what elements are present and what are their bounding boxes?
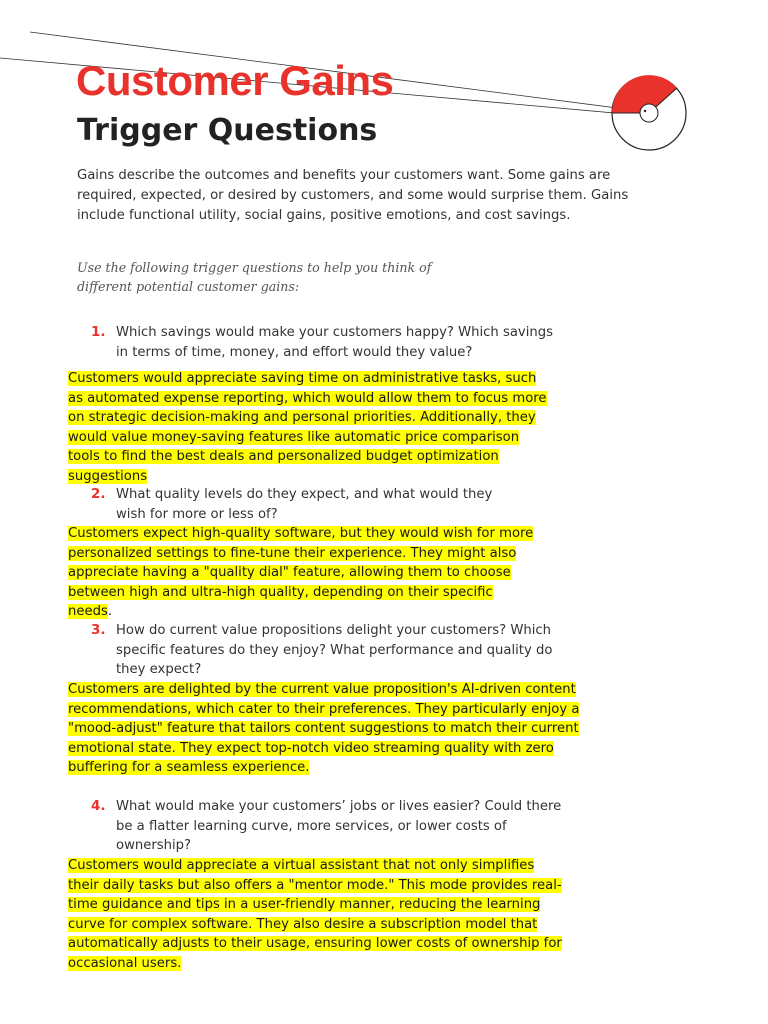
answer-3 — [68, 680, 598, 778]
answer-text: Customers would appreciate a virtual assistant that not only simplifies their daily tasks but also offers a "mentor mode." This mode provides real-time guidance and tips in a user-friendly manner, reducing the learning curve for complex software. They also desire a subscription model that automatically adjusts to their usage, ensuring lower costs of ownership for occasional users. — [68, 858, 562, 971]
page-subtitle: Trigger Questions — [77, 113, 378, 148]
question-text: What would make your customers’ jobs or lives easier? Could there be a flatter learning curve, more services, or lower costs of ownership? — [116, 799, 562, 853]
question-number: 3. — [91, 622, 106, 638]
answer-text: Customers expect high-quality software, but they would wish for more personalized settings to fine-tune their experience. They might also appreciate having a "quality dial" feature, allowing them to choose between high and ultra-high quality, depending on their specific needs — [68, 526, 534, 619]
answer-text: Customers would appreciate saving time on administrative tasks, such as automated expense reporting, which would allow them to focus more on strategic decision-making and personal priorities. Additionally, they would value money-saving features like automatic price comparison tools to find the best deals and personalized budget optimization suggestions — [68, 371, 547, 484]
question-number: 4. — [91, 798, 106, 814]
pie-chart-icon — [612, 75, 686, 150]
question-text: What quality levels do they expect, and what would they wish for more or less of? — [116, 487, 493, 522]
question-number: 1. — [91, 324, 106, 340]
answer-2 — [68, 524, 538, 622]
question-4 — [91, 797, 566, 856]
question-text: Which savings would make your customers happy? Which savings in terms of time, money, and effort would they value? — [116, 325, 553, 360]
question-1 — [91, 323, 566, 362]
question-2 — [91, 485, 516, 524]
question-3 — [91, 621, 566, 680]
page-title: Customer Gains — [76, 57, 394, 104]
intro-paragraph: Gains describe the outcomes and benefits your customers want. Some gains are required, expected, or desired by customers, and some would surprise them. Gains include functional utility, social gains, positive emotions, and cost savings. — [77, 168, 629, 223]
question-text: How do current value propositions delight your customers? Which specific features do they enjoy? What performance and quality do they expect? — [116, 623, 553, 677]
answer-suffix: . — [107, 604, 113, 619]
answer-text: Customers are delighted by the current value proposition's AI-driven content recommendations, which cater to their preferences. They particularly enjoy a "mood-adjust" feature that tailors content suggestions to match their current emotional state. They expect top-notch video streaming quality with zero buffering for a seamless experience. — [68, 682, 580, 775]
guide-text: Use the following trigger questions to help you think of different potential customer gains: — [77, 260, 432, 294]
question-number: 2. — [91, 486, 106, 502]
answer-4 — [68, 856, 563, 973]
answer-1 — [68, 369, 548, 486]
